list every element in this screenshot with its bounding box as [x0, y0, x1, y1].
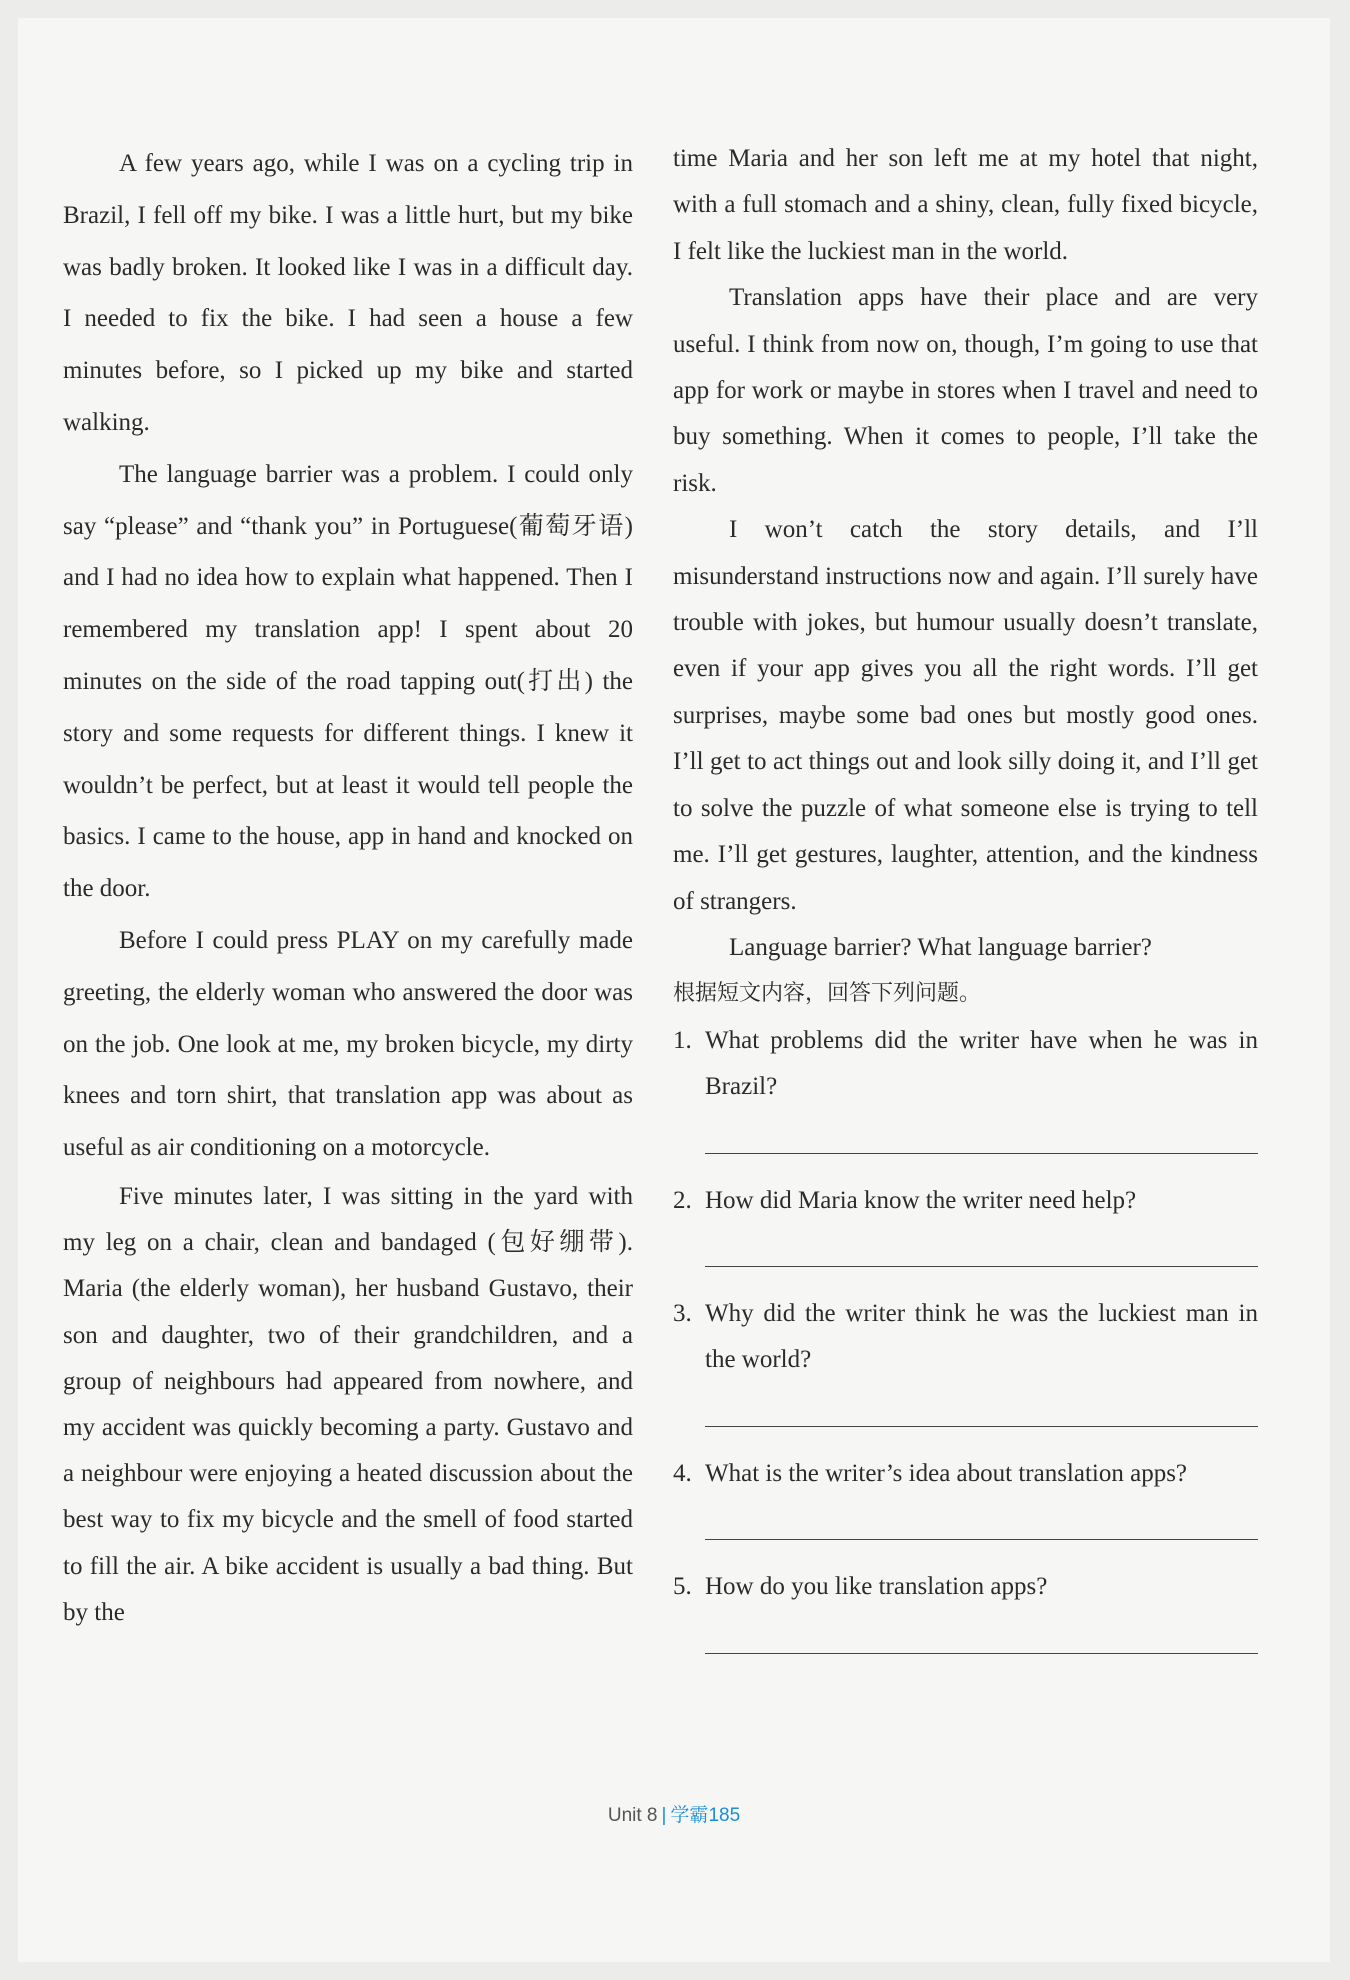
- question-number: 2.: [673, 1186, 692, 1214]
- answer-line[interactable]: [705, 1619, 1258, 1654]
- passage-paragraph: Five minutes later, I was sitting in the yard with my leg on a chair, clean and bandaged (包好绷带). Maria (the elderly woman), her husband Gustavo, their son and daughter, two of their grandchildren, and a group of neighbours had appeared from nowhere, and my accident was quickly becoming a party. Gustavo and a neighbour were enjoying a heated discussion about the best way to fix my bicycle and the smell of food started to fill the air. A bike accident is usually a bad thing. But by the: [63, 1182, 633, 1626]
- answer-line[interactable]: [705, 1119, 1258, 1154]
- passage-paragraph: The language barrier was a problem. I could only say “please” and “thank you” in Portuguese(葡萄牙语) and I had no idea how to explain what happened. Then I remembered my translation app! I spent about 20 minutes on the side of the road tapping out(打出) the story and some requests for different things. I knew it wouldn’t be perfect, but at least it would tell people the basics. I came to the house, app in hand and knocked on the door.: [63, 460, 633, 903]
- question-text: How do you like translation apps?: [705, 1573, 1048, 1601]
- question-text: How did Maria know the writer need help?: [705, 1186, 1137, 1214]
- answer-line[interactable]: [705, 1392, 1258, 1427]
- question-item: [673, 1291, 1258, 1384]
- passage-paragraph: Language barrier? What language barrier?: [729, 933, 1152, 961]
- question-text: What problems did the writer have when he was in Brazil?: [705, 1026, 1258, 1101]
- answer-line[interactable]: [705, 1232, 1258, 1267]
- question-item: [673, 1451, 1258, 1497]
- passage-left-column: [63, 138, 633, 1636]
- page-number: 185: [708, 1805, 741, 1826]
- question-number: 5.: [673, 1573, 692, 1601]
- question-text: What is the writer’s idea about translation apps?: [705, 1459, 1188, 1487]
- worksheet-page: [18, 18, 1330, 1962]
- question-item: [673, 1178, 1258, 1224]
- passage-right-column: [673, 136, 1258, 1678]
- question-text: Why did the writer think he was the luckiest man in the world?: [705, 1299, 1258, 1374]
- passage-paragraph: time Maria and her son left me at my hotel that night, with a full stomach and a shiny, clean, fully fixed bicycle, I felt like the luckiest man in the world.: [673, 145, 1258, 265]
- instruction-text: 根据短文内容，回答下列问题。: [673, 981, 982, 1007]
- passage-paragraph: Translation apps have their place and are very useful. I think from now on, though, I’m going to use that app for work or maybe in stores when I travel and need to buy something. When it comes to people, I’ll take the risk.: [673, 284, 1258, 497]
- passage-paragraph: Before I could press PLAY on my carefully made greeting, the elderly woman who answered the door was on the job. One look at me, my broken bicycle, my dirty knees and torn shirt, that translation app was about as useful as air conditioning on a motorcycle.: [63, 926, 633, 1162]
- brand-label: 学霸: [670, 1805, 709, 1826]
- passage-paragraph: I won’t catch the story details, and I’ll misunderstand instructions now and again. I’ll surely have trouble with jokes, but humour usually doesn’t translate, even if your app gives you all the right words. I’ll get surprises, maybe some bad ones but mostly good ones. I’ll get to act things out and look silly doing it, and I’ll get to solve the puzzle of what someone else is trying to tell me. I’ll get gestures, laughter, attention, and the kindness of strangers.: [673, 516, 1258, 915]
- passage-paragraph: A few years ago, while I was on a cycling trip in Brazil, I fell off my bike. I was a little hurt, but my bike was badly broken. It looked like I was in a difficult day. I needed to fix the bike. I had seen a house a few minutes before, so I picked up my bike and started walking.: [63, 150, 633, 436]
- question-list: [673, 1018, 1258, 1654]
- question-item: [673, 1564, 1258, 1610]
- unit-label: Unit 8: [607, 1805, 658, 1826]
- question-number: 4.: [673, 1459, 692, 1487]
- answer-line[interactable]: [705, 1505, 1258, 1540]
- footer-separator: |: [661, 1805, 667, 1826]
- page-footer: [18, 1800, 1330, 1827]
- question-number: 3.: [673, 1299, 692, 1327]
- question-number: 1.: [673, 1026, 692, 1054]
- question-item: [673, 1018, 1258, 1111]
